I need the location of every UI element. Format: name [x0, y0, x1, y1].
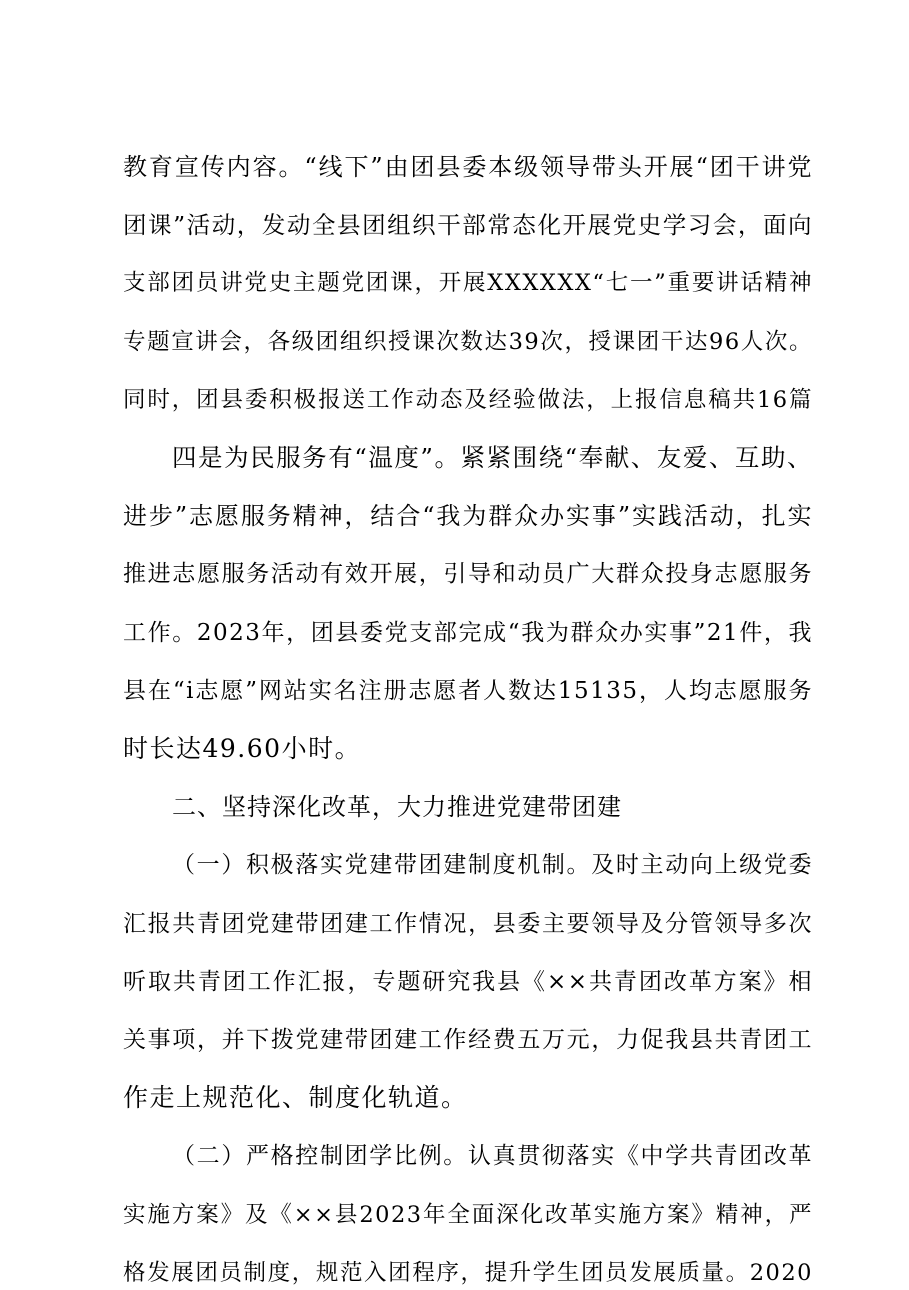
- paragraph-line: 工作。2023年，团县委党支部完成“我为群众办实事”21件，我: [123, 620, 813, 646]
- paragraph-last-line: 作走上规范化、制度化轨道。: [123, 1083, 468, 1112]
- paragraph-line: 进步”志愿服务精神，结合“我为群众办实事”实践活动，扎实: [123, 502, 813, 530]
- paragraph-line: 推进志愿服务活动有效开展，引导和动员广大群众投身志愿服务: [123, 561, 813, 587]
- paragraph-line: 实施方案》及《××县2023年全面深化改革实施方案》精神，严: [123, 1202, 813, 1228]
- paragraph-line: 教育宣传内容。“线下”由团县委本级领导带头开展“团干讲党: [123, 153, 813, 181]
- paragraph-line: 关事项，并下拨党建带团建工作经费五万元，力促我县共青团工: [123, 1027, 813, 1053]
- paragraph-first-line: （一）积极落实党建带团建制度机制。及时主动向上级党委: [172, 852, 813, 878]
- paragraph-line: 支部团员讲党史主题党团课，开展XXXXXX“七一”重要讲话精神: [123, 270, 813, 296]
- paragraph-line: 同时，团县委积极报送工作动态及经验做法，上报信息稿共16篇: [123, 387, 813, 413]
- paragraph-line: 汇报共青团党建带团建工作情况，县委主要领导及分管领导多次: [123, 911, 813, 937]
- section-heading: 二、坚持深化改革，大力推进党建带团建: [172, 793, 622, 821]
- paragraph-line: 专题宣讲会，各级团组织授课次数达39次，授课团干达96人次。: [123, 329, 813, 355]
- paragraph-line: 听取共青团工作汇报，专题研究我县《××共青团改革方案》相: [123, 969, 813, 995]
- paragraph-line: 县在“i志愿”网站实名注册志愿者人数达15135，人均志愿服务: [123, 678, 813, 704]
- paragraph-last-line: 时长达49.60小时。: [123, 734, 362, 763]
- paragraph-first-line: （二）严格控制团学比例。认真贯彻落实《中学共青团改革: [172, 1143, 813, 1169]
- paragraph-line: 格发展团员制度，规范入团程序，提升学生团员发展质量。2020: [123, 1260, 813, 1286]
- paragraph-line: 团课”活动，发动全县团组织干部常态化开展党史学习会，面向: [123, 211, 813, 239]
- paragraph-first-line: 四是为民服务有“温度”。紧紧围绕“奉献、友爱、互助、: [172, 443, 813, 472]
